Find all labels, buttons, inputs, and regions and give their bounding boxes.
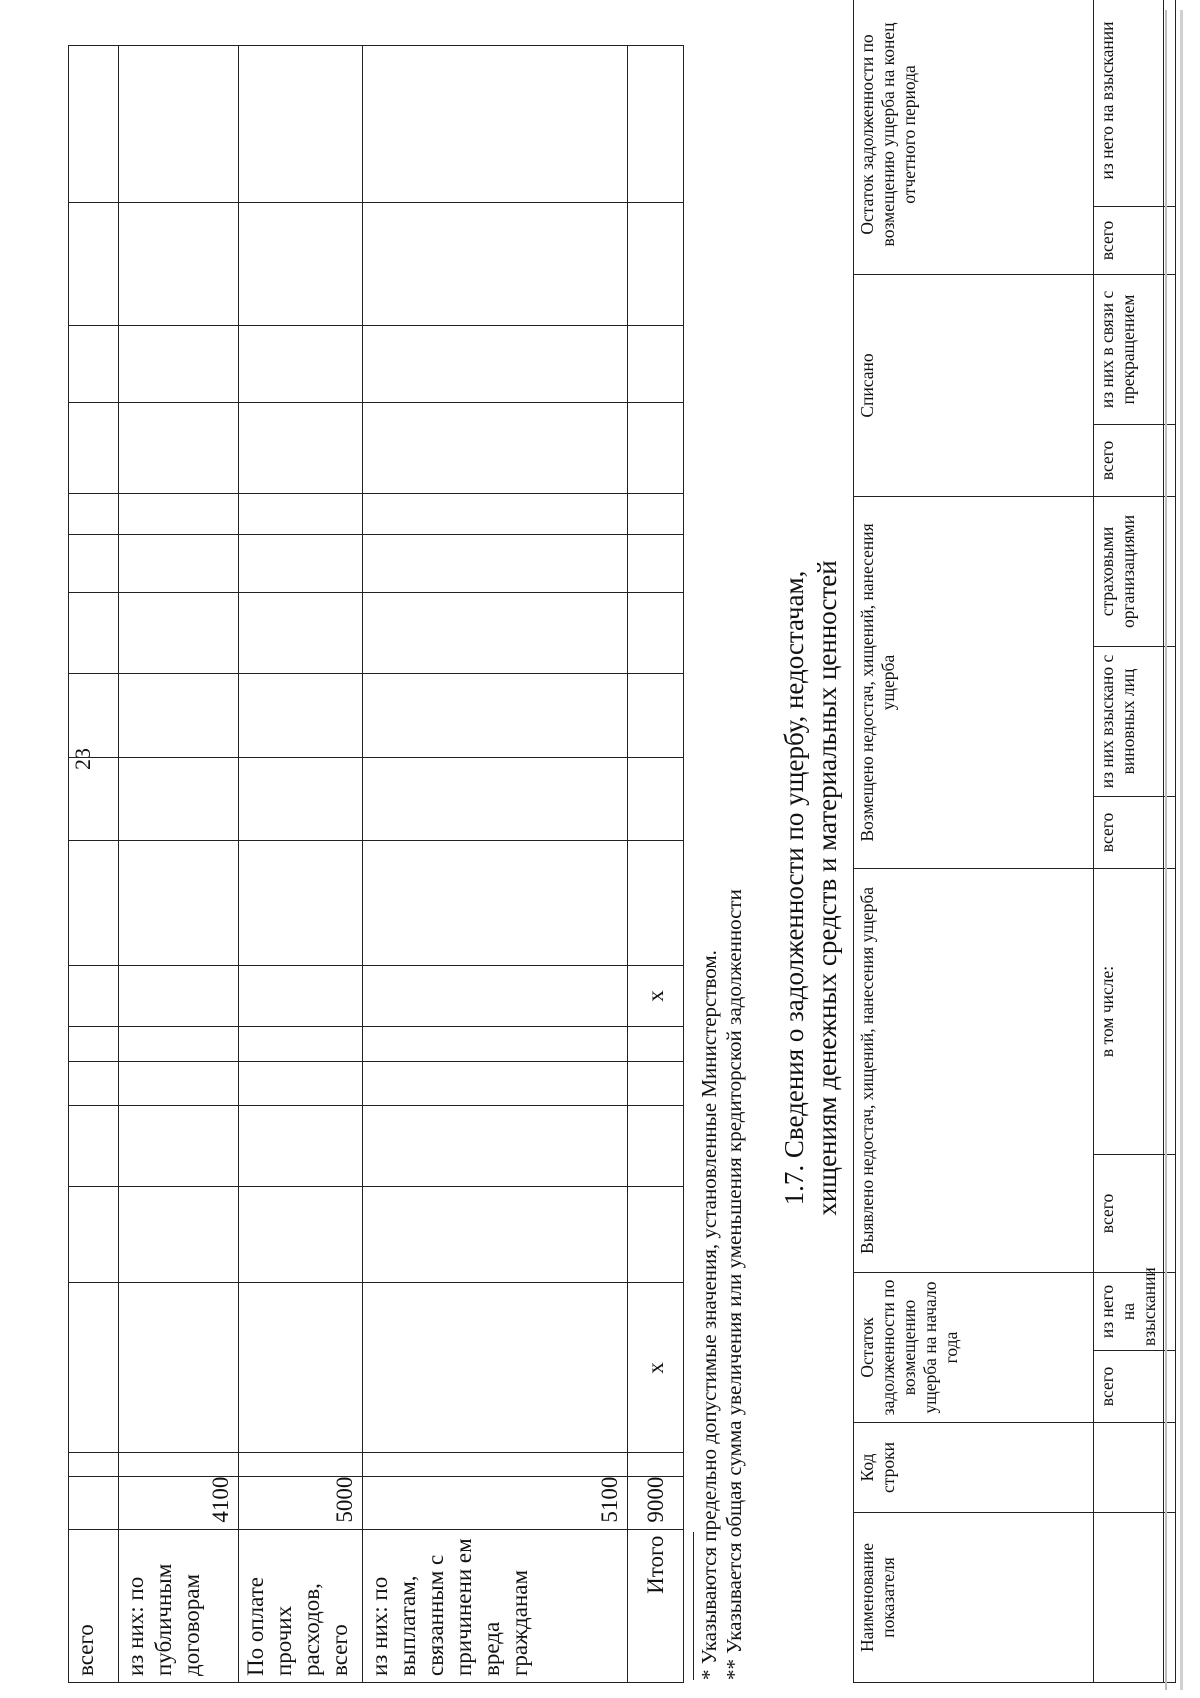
sub-from-culprits: из них взыскано с виновных лиц	[1094, 646, 1164, 796]
row-code: 5000	[239, 1477, 363, 1529]
row-code	[69, 1477, 119, 1529]
scan-edge	[1165, 10, 1167, 1690]
sub-including: в том числе:	[1094, 868, 1164, 1154]
row-code: 9000	[628, 1477, 684, 1529]
header-written-off: Списано	[854, 274, 1094, 496]
header-name: Наименование показателя	[854, 1513, 1094, 1683]
sub-termination: из них в связи с прекращением	[1094, 274, 1164, 424]
section-title	[778, 458, 844, 1318]
header-compensated: Возмещено недостач, хищений, нанесения ущерба	[854, 496, 1094, 868]
table-row	[69, 46, 119, 1683]
table-row	[363, 46, 628, 1683]
sub-total: всего	[1094, 1154, 1164, 1272]
sub-insurance: страховыми организациями	[1094, 496, 1164, 646]
scan-edge	[1180, 10, 1183, 1690]
row-code: 5100	[363, 1477, 628, 1529]
header-row	[854, 0, 1094, 1683]
sub-of-which-recovery: из него на взыскании	[1094, 0, 1164, 206]
table-row	[119, 46, 239, 1683]
header-balance-start: Остаток задолженности по возмещению ущерба на начало года	[854, 1272, 1094, 1422]
row-code: 4100	[119, 1477, 239, 1529]
subheader-row	[1094, 0, 1164, 1683]
row-name: из них: по выплатам, связанным с причинени ем вреда гражданам	[363, 1529, 628, 1682]
upper-table	[68, 45, 684, 1683]
footnote-2: ** Указывается общая сумма увеличения или уменьшения кредиторской задолженности	[722, 889, 746, 1680]
footnote-divider	[693, 1532, 694, 1680]
x-mark: x	[628, 1283, 684, 1453]
header-identified: Выявлено недостач, хищений, нанесения ущерба	[854, 868, 1094, 1272]
x-mark: x	[628, 966, 684, 1027]
sub-total: всего	[1094, 206, 1164, 274]
table-row	[239, 46, 363, 1683]
row-name: всего	[69, 1529, 119, 1682]
page-number: 23	[70, 748, 95, 770]
table-row	[628, 46, 684, 1683]
sub-of-which-recovery: из него на взыскании	[1094, 1272, 1164, 1350]
sub-total: всего	[1094, 424, 1164, 496]
debt-damage-table	[853, 0, 1176, 1683]
row-name: Итого	[628, 1529, 684, 1682]
header-code: Код строки	[854, 1423, 1094, 1513]
section-title-line-1: 1.7. Сведения о задолженности по ущербу, недостачам,	[779, 570, 809, 1206]
footnote-1: * Указываются предельно допустимые значения, установленные Министерством.	[697, 950, 721, 1680]
header-balance-end: Остаток задолженности по возмещению ущерба на конец отчетного периода	[854, 0, 1094, 274]
section-title-line-2: хищениям денежных средств и материальных ценностей	[812, 560, 842, 1216]
row-name: По оплате прочих расходов, всего	[239, 1529, 363, 1682]
row-name: из них: по публичным договорам	[119, 1529, 239, 1682]
sub-total: всего	[1094, 796, 1164, 868]
sub-total: всего	[1094, 1351, 1164, 1423]
